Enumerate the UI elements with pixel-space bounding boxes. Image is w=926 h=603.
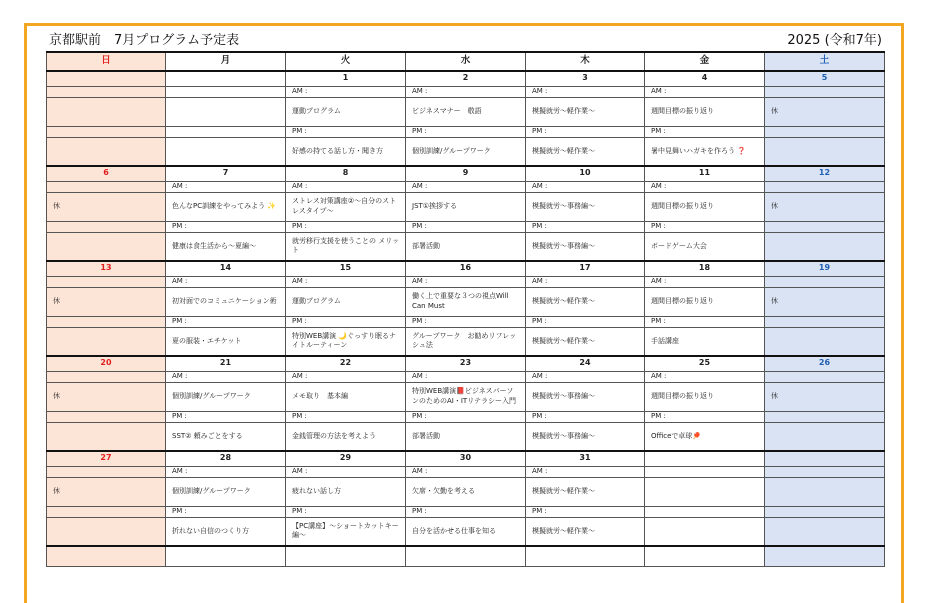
trailing-empty-row xyxy=(47,546,885,566)
am-program-cell: 週間目標の振り返り xyxy=(645,287,765,316)
am-program-cell xyxy=(765,477,885,506)
am-program-cell xyxy=(166,97,286,126)
pm-program-cell: 好感の持てる話し方・聞き方 xyxy=(286,137,406,166)
pm-label-cell: PM : xyxy=(645,126,765,137)
am-program-cell: ストレス対策講座②～自分のストレスタイプ～ xyxy=(286,192,406,221)
pm-label-cell xyxy=(166,126,286,137)
pm-label-cell: PM : xyxy=(645,316,765,327)
am-program-cell: 働く上で重要な３つの視点Will Can Must xyxy=(406,287,526,316)
am-program-cell: 週間目標の振り返り xyxy=(645,97,765,126)
pm-label-row xyxy=(47,411,885,422)
week-date-row xyxy=(47,166,885,181)
am-label-cell: AM : xyxy=(406,181,526,192)
pm-program-cell: グループワーク お勧めリフレッシュ法 xyxy=(406,327,526,356)
pm-program-cell xyxy=(47,327,166,356)
pm-label-cell: PM : xyxy=(526,506,645,517)
am-label-cell xyxy=(765,181,885,192)
am-program-cell: 週間目標の振り返り xyxy=(645,192,765,221)
pm-label-cell xyxy=(47,126,166,137)
pm-program-cell: 健康は食生活から～夏編～ xyxy=(166,232,286,261)
date-cell: 18 xyxy=(645,261,765,276)
empty-cell xyxy=(406,546,526,566)
am-program-cell: JST①挨拶する xyxy=(406,192,526,221)
am-label-cell: AM : xyxy=(406,466,526,477)
am-label-cell: AM : xyxy=(286,181,406,192)
pm-label-cell: PM : xyxy=(286,411,406,422)
am-program-cell: 休 xyxy=(47,192,166,221)
weekday-header-cell: 木 xyxy=(526,52,645,71)
am-label-row xyxy=(47,181,885,192)
date-cell: 27 xyxy=(47,451,166,466)
am-label-cell xyxy=(166,86,286,97)
pm-label-cell: PM : xyxy=(166,411,286,422)
date-cell: 10 xyxy=(526,166,645,181)
pm-program-cell: 部署活動 xyxy=(406,422,526,451)
am-label-cell: AM : xyxy=(526,276,645,287)
date-cell: 9 xyxy=(406,166,526,181)
am-program-cell: 個別訓練/グループワーク xyxy=(166,477,286,506)
date-cell: 23 xyxy=(406,356,526,371)
pm-label-row xyxy=(47,126,885,137)
am-label-cell: AM : xyxy=(286,371,406,382)
pm-label-cell: PM : xyxy=(406,316,526,327)
pm-program-row xyxy=(47,137,885,166)
am-program-row xyxy=(47,192,885,221)
date-cell: 22 xyxy=(286,356,406,371)
empty-cell xyxy=(47,546,166,566)
pm-program-cell: 模擬就労～軽作業～ xyxy=(526,327,645,356)
pm-program-cell: 夏の服装・エチケット xyxy=(166,327,286,356)
date-cell: 14 xyxy=(166,261,286,276)
date-cell: 20 xyxy=(47,356,166,371)
pm-label-cell xyxy=(765,316,885,327)
pm-label-cell xyxy=(765,506,885,517)
am-label-cell: AM : xyxy=(645,371,765,382)
am-label-cell xyxy=(47,86,166,97)
date-cell: 13 xyxy=(47,261,166,276)
pm-program-cell xyxy=(765,137,885,166)
pm-program-row xyxy=(47,422,885,451)
date-cell: 25 xyxy=(645,356,765,371)
pm-program-cell xyxy=(47,232,166,261)
am-label-cell: AM : xyxy=(166,371,286,382)
am-label-cell xyxy=(765,86,885,97)
weekday-header-cell: 火 xyxy=(286,52,406,71)
pm-label-cell: PM : xyxy=(286,316,406,327)
pm-program-cell xyxy=(645,517,765,546)
date-cell: 8 xyxy=(286,166,406,181)
pm-label-cell xyxy=(47,316,166,327)
date-cell: 31 xyxy=(526,451,645,466)
pm-label-cell: PM : xyxy=(166,506,286,517)
date-cell: 1 xyxy=(286,71,406,86)
am-label-cell: AM : xyxy=(645,86,765,97)
pm-program-cell: 部署活動 xyxy=(406,232,526,261)
empty-cell xyxy=(645,546,765,566)
am-label-cell xyxy=(765,276,885,287)
am-label-cell xyxy=(765,466,885,477)
am-label-cell: AM : xyxy=(286,86,406,97)
pm-program-cell: 模擬就労～事務編～ xyxy=(526,232,645,261)
week-date-row xyxy=(47,356,885,371)
am-program-cell: 特別WEB講演📕ビジネスパーソンのためのAI・ITリテラシー入門 xyxy=(406,382,526,411)
weekday-header-cell: 日 xyxy=(47,52,166,71)
pm-program-cell: 【PC講座】～ショートカットキー編～ xyxy=(286,517,406,546)
pm-program-cell: 模擬就労～軽作業～ xyxy=(526,517,645,546)
date-cell xyxy=(645,451,765,466)
pm-program-cell xyxy=(765,517,885,546)
am-program-row xyxy=(47,287,885,316)
am-program-cell: 初対面でのコミュニケーション術 xyxy=(166,287,286,316)
pm-label-cell: PM : xyxy=(286,506,406,517)
pm-label-row xyxy=(47,316,885,327)
pm-label-cell xyxy=(645,506,765,517)
date-cell: 24 xyxy=(526,356,645,371)
am-program-row xyxy=(47,97,885,126)
date-cell: 26 xyxy=(765,356,885,371)
am-label-cell: AM : xyxy=(526,466,645,477)
pm-program-cell: 手話講座 xyxy=(645,327,765,356)
empty-cell xyxy=(526,546,645,566)
am-program-cell: 休 xyxy=(47,477,166,506)
am-program-cell: 休 xyxy=(765,382,885,411)
date-cell: 2 xyxy=(406,71,526,86)
pm-label-cell: PM : xyxy=(526,126,645,137)
pm-label-cell xyxy=(47,411,166,422)
am-program-cell: 模擬就労～事務編～ xyxy=(526,382,645,411)
am-program-cell: 休 xyxy=(47,382,166,411)
year-label: 2025 (令和7年) xyxy=(787,33,882,48)
pm-label-cell xyxy=(765,126,885,137)
am-label-row xyxy=(47,86,885,97)
am-program-cell: 模擬就労～軽作業～ xyxy=(526,287,645,316)
date-cell xyxy=(47,71,166,86)
date-cell: 28 xyxy=(166,451,286,466)
am-label-row xyxy=(47,276,885,287)
am-label-row xyxy=(47,371,885,382)
pm-label-cell: PM : xyxy=(406,126,526,137)
pm-program-row xyxy=(47,327,885,356)
week-date-row xyxy=(47,261,885,276)
date-cell: 30 xyxy=(406,451,526,466)
date-cell: 6 xyxy=(47,166,166,181)
pm-program-cell: 金銭管理の方法を考えよう xyxy=(286,422,406,451)
pm-label-row xyxy=(47,506,885,517)
am-label-cell xyxy=(765,371,885,382)
date-cell: 16 xyxy=(406,261,526,276)
pm-program-row xyxy=(47,232,885,261)
pm-label-cell xyxy=(765,221,885,232)
am-label-cell: AM : xyxy=(166,466,286,477)
pm-program-cell xyxy=(765,422,885,451)
am-program-cell: 色んなPC訓練をやってみよう ✨ xyxy=(166,192,286,221)
am-program-cell: 模擬就労～軽作業～ xyxy=(526,97,645,126)
date-cell xyxy=(166,71,286,86)
empty-cell xyxy=(765,546,885,566)
date-cell: 29 xyxy=(286,451,406,466)
am-label-cell: AM : xyxy=(526,86,645,97)
date-cell: 15 xyxy=(286,261,406,276)
date-cell: 7 xyxy=(166,166,286,181)
date-cell: 4 xyxy=(645,71,765,86)
pm-label-cell xyxy=(765,411,885,422)
am-program-cell: 欠席・欠勤を考える xyxy=(406,477,526,506)
am-program-cell: 週間目標の振り返り xyxy=(645,382,765,411)
am-program-cell xyxy=(645,477,765,506)
page-title: 京都駅前 7月プログラム予定表 xyxy=(49,33,240,48)
weekday-header-cell: 土 xyxy=(765,52,885,71)
am-label-cell xyxy=(47,181,166,192)
pm-label-cell: PM : xyxy=(526,221,645,232)
pm-label-cell: PM : xyxy=(645,411,765,422)
am-program-cell: 休 xyxy=(765,97,885,126)
am-program-cell: 休 xyxy=(765,287,885,316)
pm-program-cell xyxy=(765,327,885,356)
date-cell: 19 xyxy=(765,261,885,276)
date-cell: 17 xyxy=(526,261,645,276)
pm-label-cell: PM : xyxy=(406,221,526,232)
pm-program-cell xyxy=(47,137,166,166)
am-program-row xyxy=(47,382,885,411)
am-program-cell: 運動プログラム xyxy=(286,287,406,316)
am-program-cell: ビジネスマナー 敬語 xyxy=(406,97,526,126)
am-program-cell: 運動プログラム xyxy=(286,97,406,126)
am-label-cell: AM : xyxy=(406,276,526,287)
pm-program-cell: SST② 頼みごとをする xyxy=(166,422,286,451)
pm-program-cell: 模擬就労～事務編～ xyxy=(526,422,645,451)
pm-label-cell: PM : xyxy=(526,411,645,422)
am-program-cell: 模擬就労～軽作業～ xyxy=(526,477,645,506)
pm-program-cell: 模擬就労～軽作業～ xyxy=(526,137,645,166)
date-cell: 11 xyxy=(645,166,765,181)
weekday-header-cell: 金 xyxy=(645,52,765,71)
schedule-table xyxy=(46,51,885,567)
am-label-cell: AM : xyxy=(286,466,406,477)
pm-program-row xyxy=(47,517,885,546)
weekday-header-row xyxy=(47,52,885,71)
pm-label-cell: PM : xyxy=(166,221,286,232)
pm-label-cell xyxy=(47,506,166,517)
pm-program-cell: Officeで卓球🏓 xyxy=(645,422,765,451)
pm-program-cell xyxy=(166,137,286,166)
pm-label-cell: PM : xyxy=(645,221,765,232)
am-label-cell xyxy=(47,371,166,382)
pm-label-cell: PM : xyxy=(286,221,406,232)
am-program-cell: 個別訓練/グループワーク xyxy=(166,382,286,411)
am-label-cell: AM : xyxy=(526,181,645,192)
pm-program-cell xyxy=(765,232,885,261)
weekday-header-cell: 水 xyxy=(406,52,526,71)
am-program-cell: メモ取り 基本編 xyxy=(286,382,406,411)
am-label-cell: AM : xyxy=(166,276,286,287)
week-date-row xyxy=(47,451,885,466)
date-cell xyxy=(765,451,885,466)
pm-program-cell: 自分を活かせる仕事を知る xyxy=(406,517,526,546)
date-cell: 3 xyxy=(526,71,645,86)
pm-label-cell: PM : xyxy=(406,506,526,517)
am-label-cell: AM : xyxy=(526,371,645,382)
am-program-cell: 休 xyxy=(47,287,166,316)
pm-program-cell: 就労移行支援を使うことの メリット xyxy=(286,232,406,261)
pm-label-cell: PM : xyxy=(406,411,526,422)
am-label-cell: AM : xyxy=(166,181,286,192)
am-label-row xyxy=(47,466,885,477)
pm-label-cell: PM : xyxy=(166,316,286,327)
week-date-row xyxy=(47,71,885,86)
am-label-cell: AM : xyxy=(406,371,526,382)
am-program-cell xyxy=(47,97,166,126)
am-label-cell xyxy=(645,466,765,477)
date-cell: 5 xyxy=(765,71,885,86)
pm-program-cell xyxy=(47,517,166,546)
weekday-header-cell: 月 xyxy=(166,52,286,71)
am-program-cell: 休 xyxy=(765,192,885,221)
am-program-cell: 模擬就労～事務編～ xyxy=(526,192,645,221)
pm-program-cell: 個別訓練/グループワーク xyxy=(406,137,526,166)
pm-program-cell: 折れない自信のつくり方 xyxy=(166,517,286,546)
am-program-row xyxy=(47,477,885,506)
am-label-cell xyxy=(47,276,166,287)
pm-label-row xyxy=(47,221,885,232)
am-program-cell: 疲れない話し方 xyxy=(286,477,406,506)
pm-label-cell xyxy=(47,221,166,232)
am-label-cell: AM : xyxy=(286,276,406,287)
am-label-cell: AM : xyxy=(406,86,526,97)
pm-program-cell: 特別WEB講演 🌙ぐっすり眠るナイトルーティーン xyxy=(286,327,406,356)
pm-program-cell: ボードゲーム大会 xyxy=(645,232,765,261)
empty-cell xyxy=(286,546,406,566)
empty-cell xyxy=(166,546,286,566)
am-label-cell: AM : xyxy=(645,181,765,192)
pm-label-cell: PM : xyxy=(526,316,645,327)
date-cell: 21 xyxy=(166,356,286,371)
pm-program-cell xyxy=(47,422,166,451)
pm-label-cell: PM : xyxy=(286,126,406,137)
am-label-cell: AM : xyxy=(645,276,765,287)
am-label-cell xyxy=(47,466,166,477)
pm-program-cell: 暑中見舞いハガキを作ろう ❓ xyxy=(645,137,765,166)
date-cell: 12 xyxy=(765,166,885,181)
